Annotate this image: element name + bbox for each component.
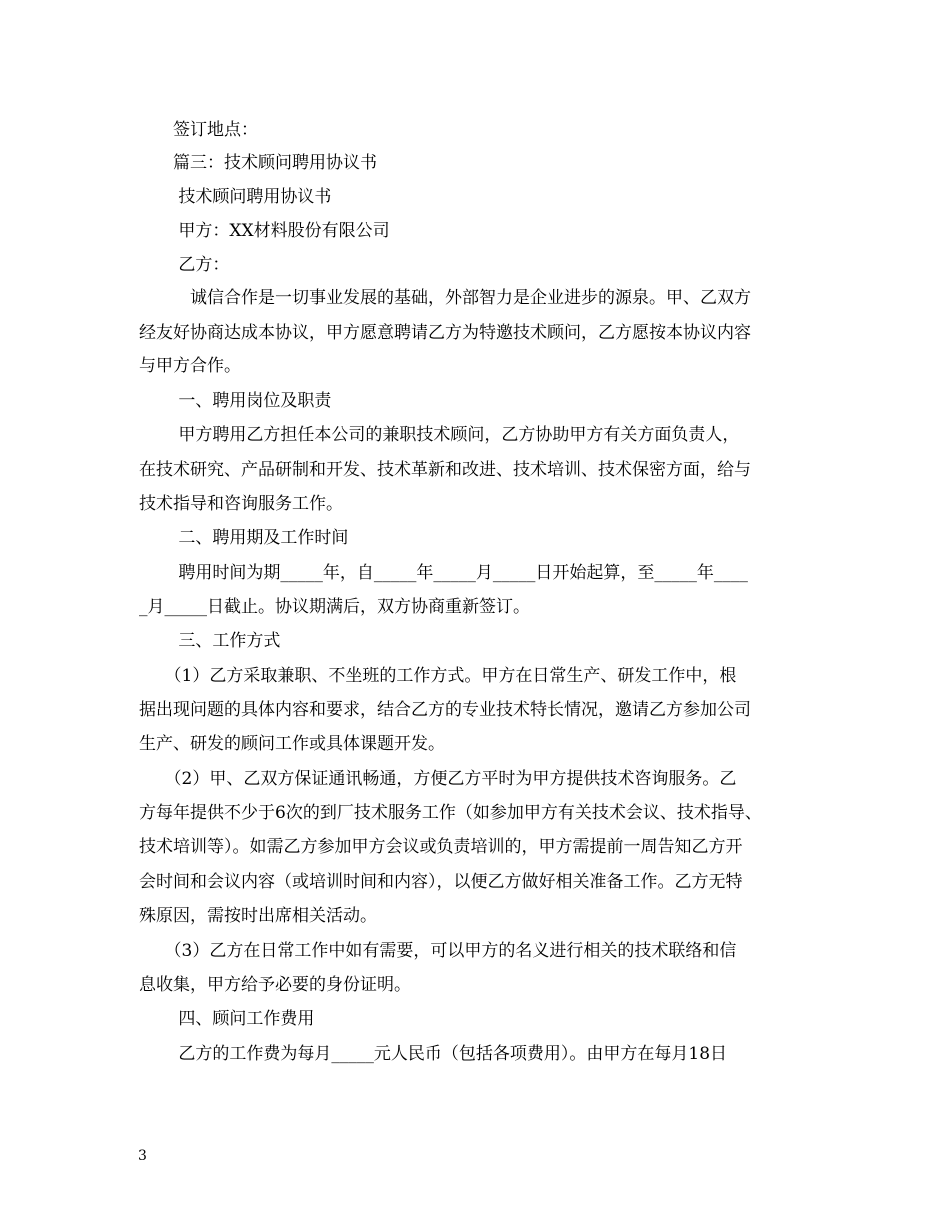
section-heading: 三、工作方式 xyxy=(139,631,281,651)
page-number: 3 xyxy=(138,1148,147,1164)
body-line: 息收集，甲方给予必要的身份证明。 xyxy=(139,975,411,995)
party-b-line: 乙方： xyxy=(139,255,230,275)
body-line: 会时间和会议内容（或培训时间和内容），以便乙方做好相关准备工作。乙方无特 xyxy=(139,872,743,892)
chapter-heading: 篇三：技术顾问聘用协议书 xyxy=(139,153,377,173)
section-heading: 二、聘用期及工作时间 xyxy=(139,528,349,548)
document-title: 技术顾问聘用协议书 xyxy=(139,187,332,207)
body-line: _月_____日截止。协议期满后，双方协商重新签订。 xyxy=(139,597,530,617)
body-line: 乙方的工作费为每月_____元人民币（包括各项费用）。由甲方在每月18日 xyxy=(139,1044,728,1064)
section-heading: 四、顾问工作费用 xyxy=(139,1009,315,1029)
body-line: 聘用时间为期_____年，自_____年_____月_____日开始起算，至_____年____ xyxy=(139,563,748,583)
body-line: 经友好协商达成本协议，甲方愿意聘请乙方为特邀技术顾问，乙方愿按本协议内容 xyxy=(139,323,751,343)
body-line: （3）乙方在日常工作中如有需要，可以甲方的名义进行相关的技术联络和信 xyxy=(139,941,737,961)
body-line: 诚信合作是一切事业发展的基础，外部智力是企业进步的源泉。甲、乙双方 xyxy=(139,288,751,308)
body-line: 据出现问题的具体内容和要求，结合乙方的专业技术特长情况，邀请乙方参加公司 xyxy=(139,700,751,720)
body-line: 方每年提供不少于6次的到厂技术服务工作（如参加甲方有关技术会议、技术指导、 xyxy=(139,803,762,823)
body-line: （1）乙方采取兼职、不坐班的工作方式。甲方在日常生产、研发工作中，根 xyxy=(139,666,737,686)
body-line: 甲方聘用乙方担任本公司的兼职技术顾问，乙方协助甲方有关方面负责人， xyxy=(139,425,740,445)
body-line: 生产、研发的顾问工作或具体课题开发。 xyxy=(139,734,445,754)
body-line: 殊原因，需按时出席相关活动。 xyxy=(139,906,377,926)
section-heading: 一、聘用岗位及职责 xyxy=(139,391,332,411)
body-line: 与甲方合作。 xyxy=(139,356,241,376)
body-line: 在技术研究、产品研制和开发、技术革新和改进、技术培训、技术保密方面，给与 xyxy=(139,460,751,480)
body-line: 技术指导和咨询服务工作。 xyxy=(139,494,343,514)
body-line: 技术培训等）。如需乙方参加甲方会议或负责培训的，甲方需提前一周告知乙方开 xyxy=(139,837,743,857)
party-a-line: 甲方：XX材料股份有限公司 xyxy=(139,221,390,241)
body-line: （2）甲、乙双方保证通讯畅通，方便乙方平时为甲方提供技术咨询服务。乙 xyxy=(139,769,737,789)
signing-location-line: 签订地点： xyxy=(139,120,258,140)
